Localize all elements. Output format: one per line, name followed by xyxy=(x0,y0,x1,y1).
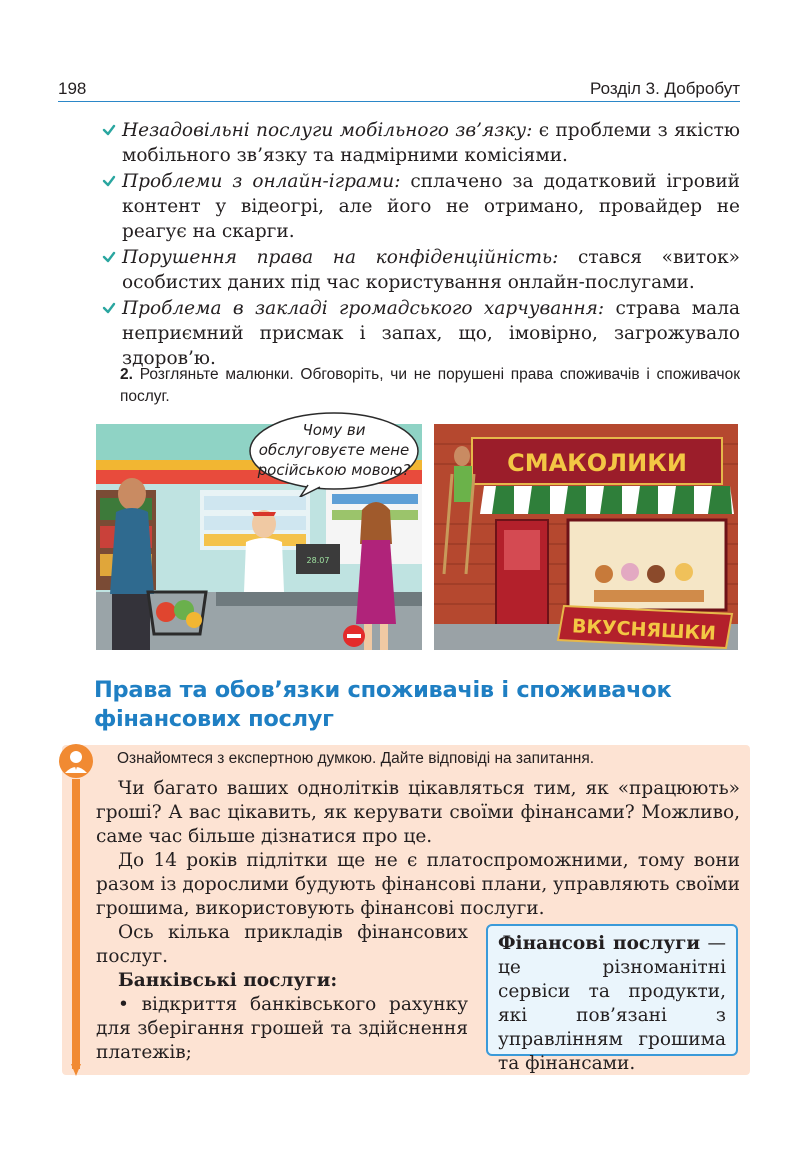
list-item xyxy=(122,169,740,244)
expert-intro: Ознайомтеся з експертною думкою. Дайте відповіді на запитання. xyxy=(117,750,595,767)
list-item-text: страва мала неприємний присмак і запах, що, імовірно, загрожувало здоров’ю. xyxy=(122,298,740,369)
list-item-term: Незадовільні послуги мобільного зв’язку: xyxy=(122,120,533,141)
list-item xyxy=(122,296,740,371)
banking-item: • відкриття банківського рахунку для зберігання грошей та здійснення платежів; xyxy=(96,994,468,1063)
task-number: 2. xyxy=(120,366,133,383)
list-item-text: стався «виток» особистих даних під час користування онлайн-послугами. xyxy=(122,247,740,293)
definition-box xyxy=(486,924,738,1074)
checkmark-icon xyxy=(102,297,116,317)
expert-text xyxy=(96,777,740,921)
expert-bar-tip xyxy=(71,1064,81,1076)
page-number: 198 xyxy=(58,79,87,98)
task-2 xyxy=(120,364,740,408)
problem-list xyxy=(122,118,740,372)
expert-bar xyxy=(72,779,80,1069)
list-item xyxy=(122,245,740,295)
list-item-term: Проблема в закладі громадського харчування: xyxy=(122,298,605,319)
register-display: 28.07 xyxy=(306,556,330,565)
expert-paragraph: До 14 років підлітки ще не є платоспроможними, тому вони разом із дорослими будують фінансові плани, управляють своїми грошима, використовують фінансові послуги. xyxy=(96,850,740,919)
checkmark-icon xyxy=(102,170,116,190)
shop-sign-top: СМАКОЛИКИ xyxy=(507,449,687,477)
list-item xyxy=(122,118,740,168)
list-item-text: сплачено за додатковий ігровий контент у відеогрі, але його не отримано, провайдер не реагує на скарги. xyxy=(122,171,740,242)
expert-paragraph: Чи багато ваших однолітків цікавляться тим, як «працюють» гроші? А вас цікавить, як керувати своїми фінансами? Можливо, саме час більше дізнатися про це. xyxy=(96,778,740,847)
checkmark-icon xyxy=(102,246,116,266)
shop-illustration xyxy=(434,424,738,650)
task-text: Розгляньте малюнки. Обговоріть, чи не порушені права споживачів і споживачок послуг. xyxy=(120,366,740,405)
definition-text: — це різноманітні сервіси та продукти, які пов’язані з управлінням грошима та фінансами. xyxy=(498,933,726,1074)
definition-term: Фінансові послуги xyxy=(498,933,701,954)
list-item-text: є проблеми з якістю мобільного зв’язку та надмірними комісіями. xyxy=(122,120,740,166)
section-title: Права та обов’язки споживачів і споживачок фінансових послуг xyxy=(94,677,672,732)
expert-icon xyxy=(58,743,94,779)
checkmark-icon xyxy=(102,119,116,139)
speech-bubble-text: Чому ви обслуговуєте мене російською мовою? xyxy=(257,421,411,479)
expert-examples xyxy=(96,921,468,1065)
banking-heading: Банківські послуги: xyxy=(118,970,338,991)
chapter-title: Розділ 3. Добробут xyxy=(590,79,740,98)
examples-intro: Ось кілька прикладів фінансових послуг. xyxy=(96,922,468,967)
list-item-term: Проблеми з онлайн-іграми: xyxy=(122,171,401,192)
page-header xyxy=(58,76,740,102)
list-item-term: Порушення права на конфіденційність: xyxy=(122,247,559,268)
shop-sign-bottom: ВКУСНЯШКИ xyxy=(571,615,717,645)
